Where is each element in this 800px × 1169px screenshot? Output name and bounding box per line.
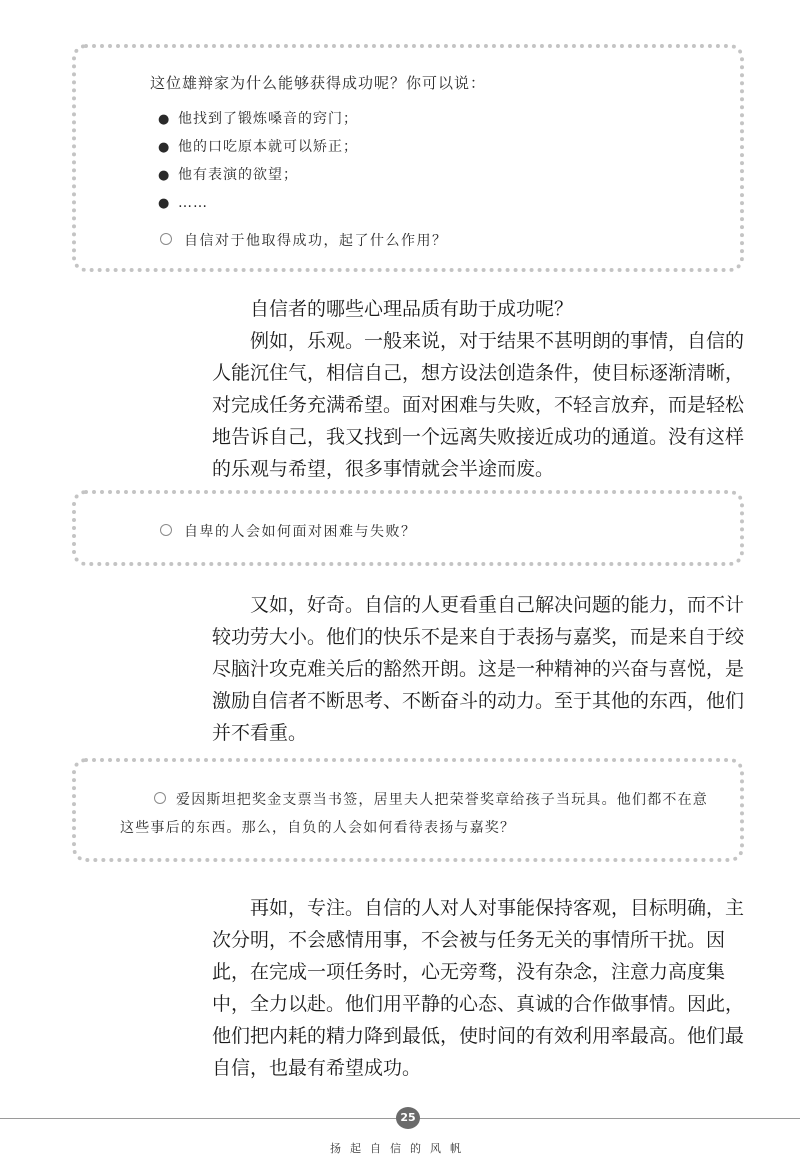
box3-question: 爱因斯坦把奖金支票当书签，居里夫人把荣誉奖章给孩子当玩具。他们都不在意这些事后的东西。那么，自负的人会如何看待表扬与嘉奖？ [120, 792, 708, 836]
bullet-icon: ● [158, 168, 171, 183]
page-number-badge: 25 [396, 1107, 420, 1129]
body-paragraph-1: 自信者的哪些心理品质有助于成功呢？ 例如，乐观。一般来说，对于结果不甚明朗的事情，自信的人能沉住气，相信自己，想方设法创造条件，使目标逐渐清晰，对完成任务充满希望。面对困难与失败，不轻言放弃，而是轻松地告诉自己，我又找到一个远离失败接近成功的通道。没有这样的乐观与希望，很多事情就会半途而废。 [212, 298, 745, 480]
circle-icon [154, 792, 166, 804]
box1-question: 自信对于他取得成功，起了什么作用？ [160, 230, 448, 250]
body-paragraph-2: 又如，好奇。自信的人更看重自己解决问题的能力，而不计较功劳大小。他们的快乐不是来自于表扬与嘉奖，而是来自于绞尽脑汁攻克难关后的豁然开朗。这是一种精神的兴奋与喜悦，是激励自信者不断思考、不断奋斗的动力。至于其他的东西，他们并不看重。 [212, 594, 745, 744]
box1-lead-question: 这位雄辩家为什么能够获得成功呢？你可以说： [150, 74, 487, 92]
box1-bullet-list [158, 105, 358, 217]
bullet-icon: ● [158, 112, 171, 127]
box2-question: 自卑的人会如何面对困难与失败？ [160, 521, 417, 541]
footer-book-title: 扬起自信的风帆 [330, 1142, 470, 1155]
bullet-icon: ● [158, 196, 171, 211]
circle-icon [160, 524, 172, 536]
bullet-icon: ● [158, 140, 171, 155]
circle-icon [160, 233, 172, 245]
list-item: ● …… [158, 189, 358, 217]
list-item: ● 他找到了锻炼嗓音的窍门； [158, 105, 358, 133]
list-item: ● 他有表演的欲望； [158, 161, 358, 189]
list-item: ● 他的口吃原本就可以矫正； [158, 133, 358, 161]
body-paragraph-3: 再如，专注。自信的人对人对事能保持客观，目标明确，主次分明，不会感情用事，不会被与任务无关的事情所干扰。因此，在完成一项任务时，心无旁骛，没有杂念，注意力高度集中，全力以赴。他们用平静的心态、真诚的合作做事情。因此，他们把内耗的精力降到最低，使时间的有效利用率最高。他们最自信，也最有希望成功。 [212, 897, 745, 1079]
